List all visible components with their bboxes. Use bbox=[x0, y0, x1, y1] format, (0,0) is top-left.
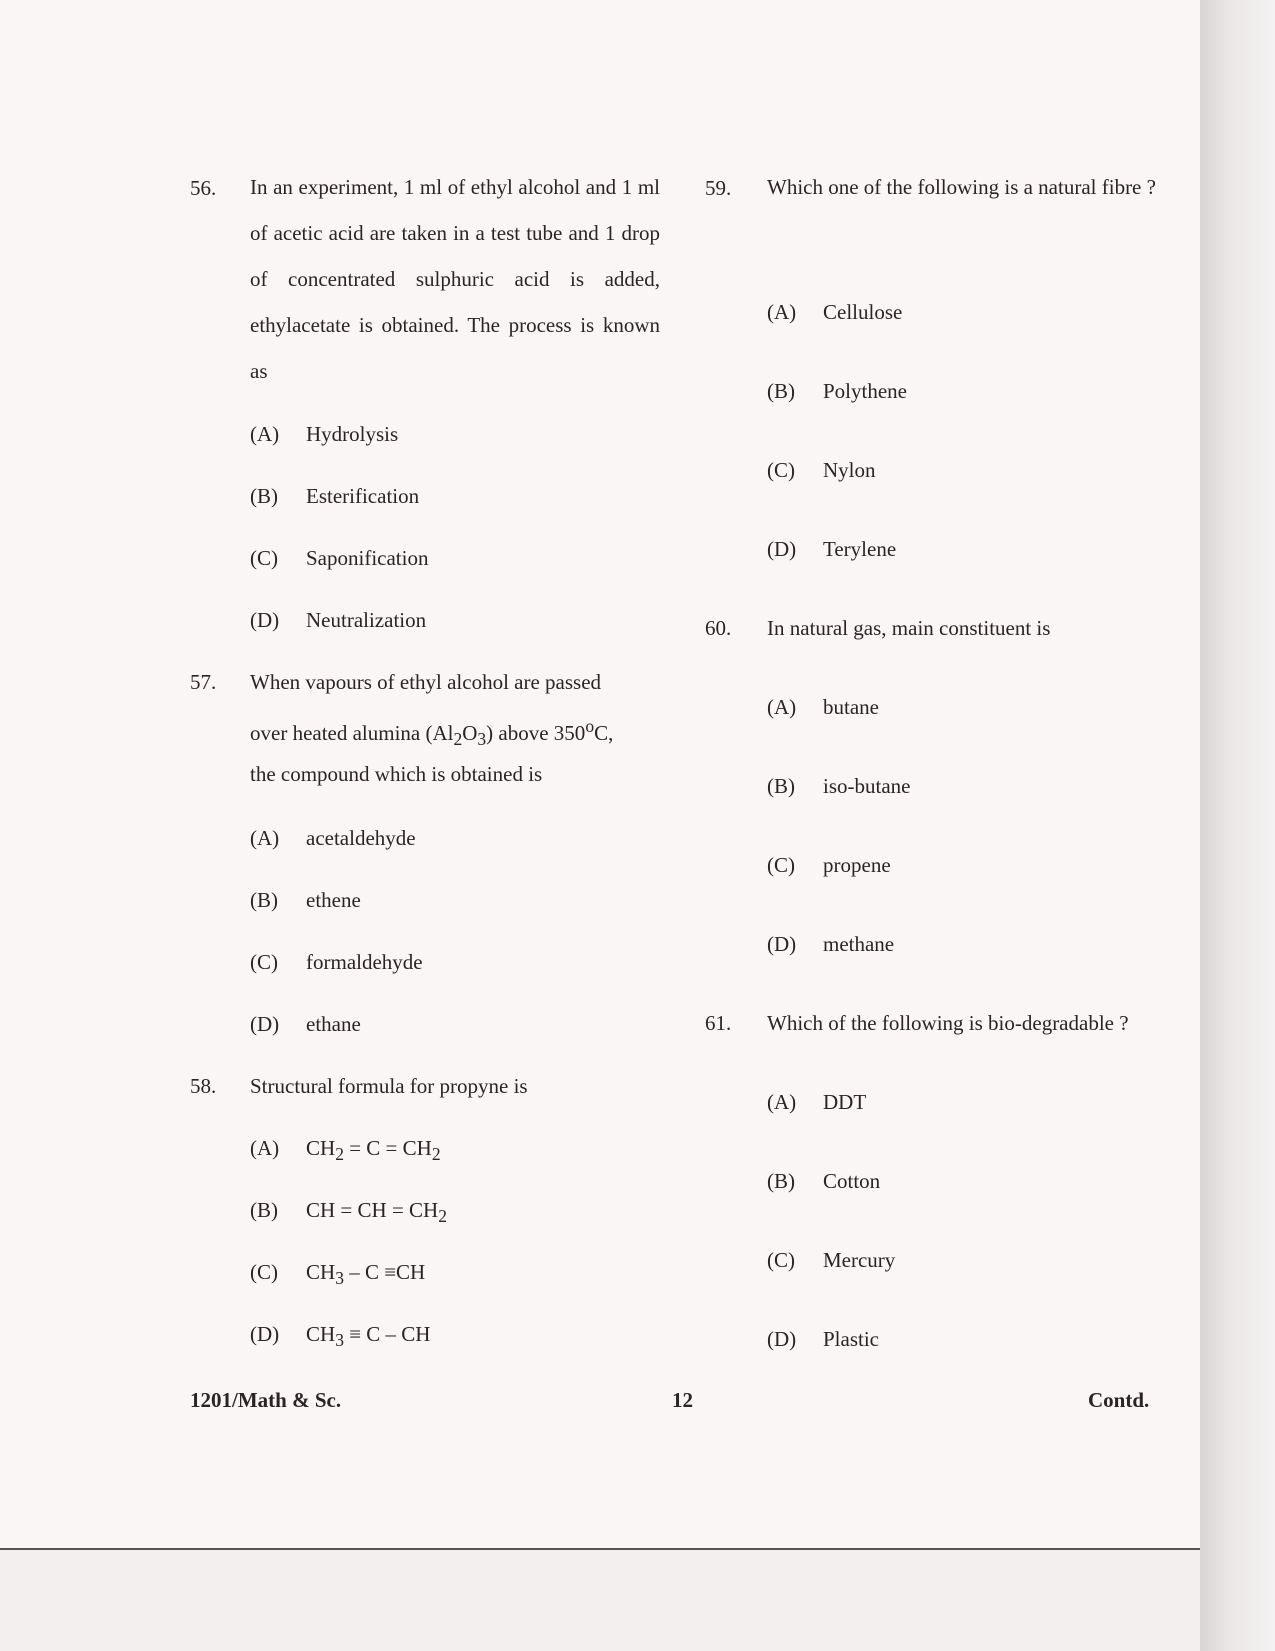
question-number: 61. bbox=[705, 1011, 732, 1035]
question-text: Which of the following is bio-degradable ? bbox=[767, 1011, 1129, 1035]
question-text-line: over heated alumina $(Al_2O_3)$ above 350$^o$C, bbox=[250, 716, 614, 750]
page-edge-shadow bbox=[1200, 0, 1275, 1651]
page-sheet: 56. In an experiment, 1 ml of ethyl alcohol and 1 ml of acetic acid are taken in a test tube and 1 drop of concentrated sulphuric acid is added, ethylacetate is obtained. The process is known as (A) Hydrolysis (B) Esterification (C) Saponification (D) Neutralization 57. When vapours of ethyl alcohol are passed over heated alumina $(Al_2O_3)$ above 350$^o$C, the compound which is obtained is (A) acetaldehyde (B) ethene (C) formaldehyde (D) ethane 58. Structural formula for propyne is (A) $CH_2 = C = CH_2$ (B) CH = CH = $CH_2$ (C) $CH_3 - C \equiv CH$ (D) $CH_3 \equiv C$ – CH 59. Which one of the following is a natural fibre ? (A) Cellulose (B) Polythene (C) Nylon (D) Terylene 60. In natural gas, main constituent is (A) butane (B) iso-butane (C) propene (D) methane 61. Which of the following is bio-degradable ? (A) DDT (B) Cotton (C) Mercury (D) Plastic 1201/Math & Sc. 12 Contd. bbox=[0, 0, 1200, 1550]
footer-code: 1201/Math & Sc. bbox=[190, 1388, 342, 1412]
question-text: In natural gas, main constituent is bbox=[767, 616, 1051, 640]
footer-contd: Contd. bbox=[1088, 1388, 1150, 1412]
question-number: 60. bbox=[705, 616, 732, 640]
question-number: 58. bbox=[190, 1074, 217, 1098]
question-number: 56. bbox=[190, 176, 217, 200]
question-number: 59. bbox=[705, 176, 732, 200]
question-text: Structural formula for propyne is bbox=[250, 1074, 528, 1098]
question-number: 57. bbox=[190, 670, 217, 694]
question-text: Which one of the following is a natural fibre ? bbox=[767, 175, 1156, 199]
question-text: In an experiment, 1 ml of ethyl alcohol and 1 ml of acetic acid are taken in a test tube and 1 drop of concentrated sulphuric acid is added, ethylacetate is obtained. The process is known as bbox=[250, 175, 660, 383]
question-text-line: When vapours of ethyl alcohol are passed bbox=[250, 670, 602, 694]
question-text-line: the compound which is obtained is bbox=[250, 762, 543, 786]
page-number: 12 bbox=[672, 1388, 693, 1412]
